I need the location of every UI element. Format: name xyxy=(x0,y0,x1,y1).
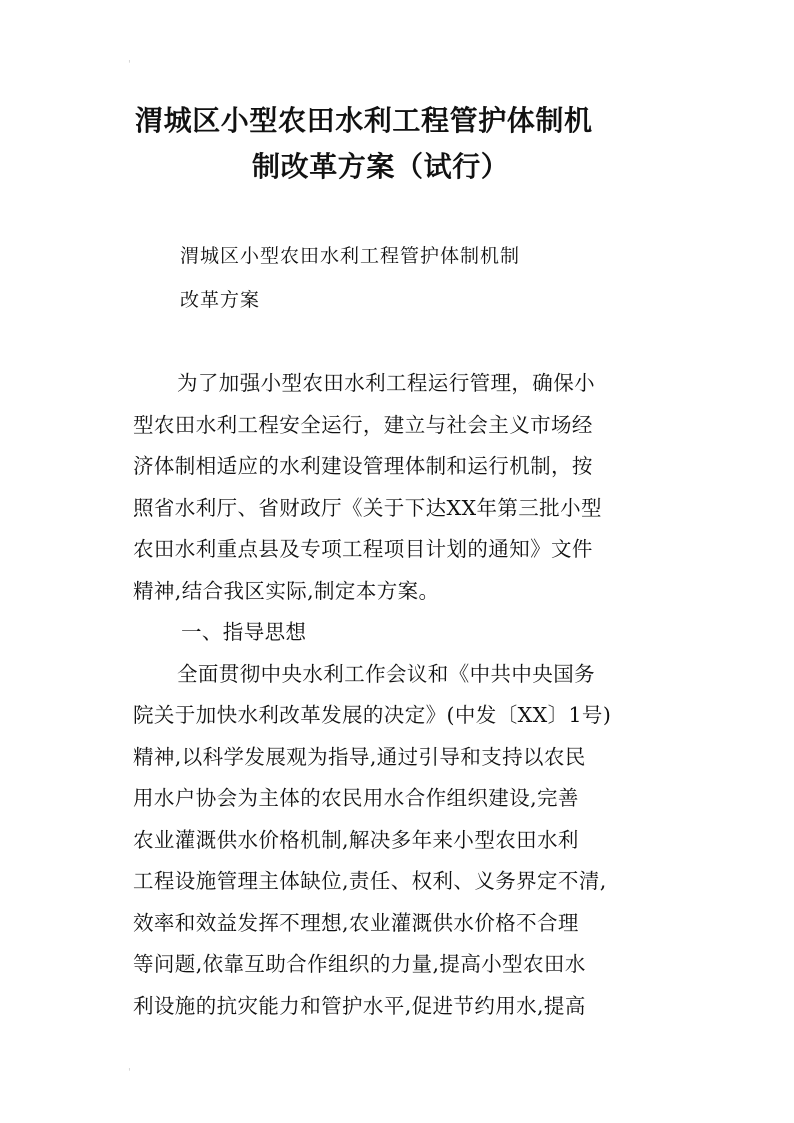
subtitle-line-1: 渭城区小型农田水利工程管护体制机制 xyxy=(180,245,521,267)
body-line: 院关于加快水利改革发展的决定》(中发〔XX〕1号) xyxy=(133,703,612,727)
body-line: 全面贯彻中央水利工作会议和《中共中央国务 xyxy=(177,661,595,686)
body-line: 济体制相适应的水利建设管理体制和运行机制，按 xyxy=(133,454,593,478)
body-line: 精神,以科学发展观为指导,通过引导和支持以农民 xyxy=(133,744,586,769)
body-line: 用水户协会为主体的农民用水合作组织建设,完善 xyxy=(133,786,579,810)
body-line: 等问题,依靠互助合作组织的力量,提高小型农田水 xyxy=(133,952,586,976)
body-line: 精神,结合我区实际,制定本方案。 xyxy=(133,578,440,603)
body-line: 农业灌溉供水价格机制,解决多年来小型农田水利 xyxy=(133,827,579,852)
body-line: 效率和效益发挥不理想,农业灌溉供水价格不合理 xyxy=(133,910,579,935)
title-line-1: 渭城区小型农田水利工程管护体制机 xyxy=(135,104,593,137)
document-title xyxy=(135,98,675,190)
body-line: 工程设施管理主体缺位,责任、权利、义务界定不清, xyxy=(133,869,607,893)
body-line: 利设施的抗灾能力和管护水平,促进节约用水,提高 xyxy=(133,993,586,1018)
corner-mark-bottom: ' xyxy=(128,1067,131,1078)
body-line: 为了加强小型农田水利工程运行管理，确保小 xyxy=(177,371,595,395)
corner-mark-top: ' xyxy=(128,59,131,70)
body-line: 型农田水利工程安全运行，建立与社会主义市场经 xyxy=(133,412,593,437)
document-body xyxy=(133,363,663,1027)
body-line: 农田水利重点县及专项工程项目计划的通知》文件 xyxy=(133,537,593,561)
subtitle-line-2: 改革方案 xyxy=(180,289,261,311)
title-line-2: 制改革方案（试行） xyxy=(252,150,510,183)
body-line: 照省水利厅、省财政厅《关于下达XX年第三批小型 xyxy=(133,495,602,520)
document-subtitle xyxy=(180,234,660,322)
section-heading: 一、指导思想 xyxy=(181,620,307,644)
